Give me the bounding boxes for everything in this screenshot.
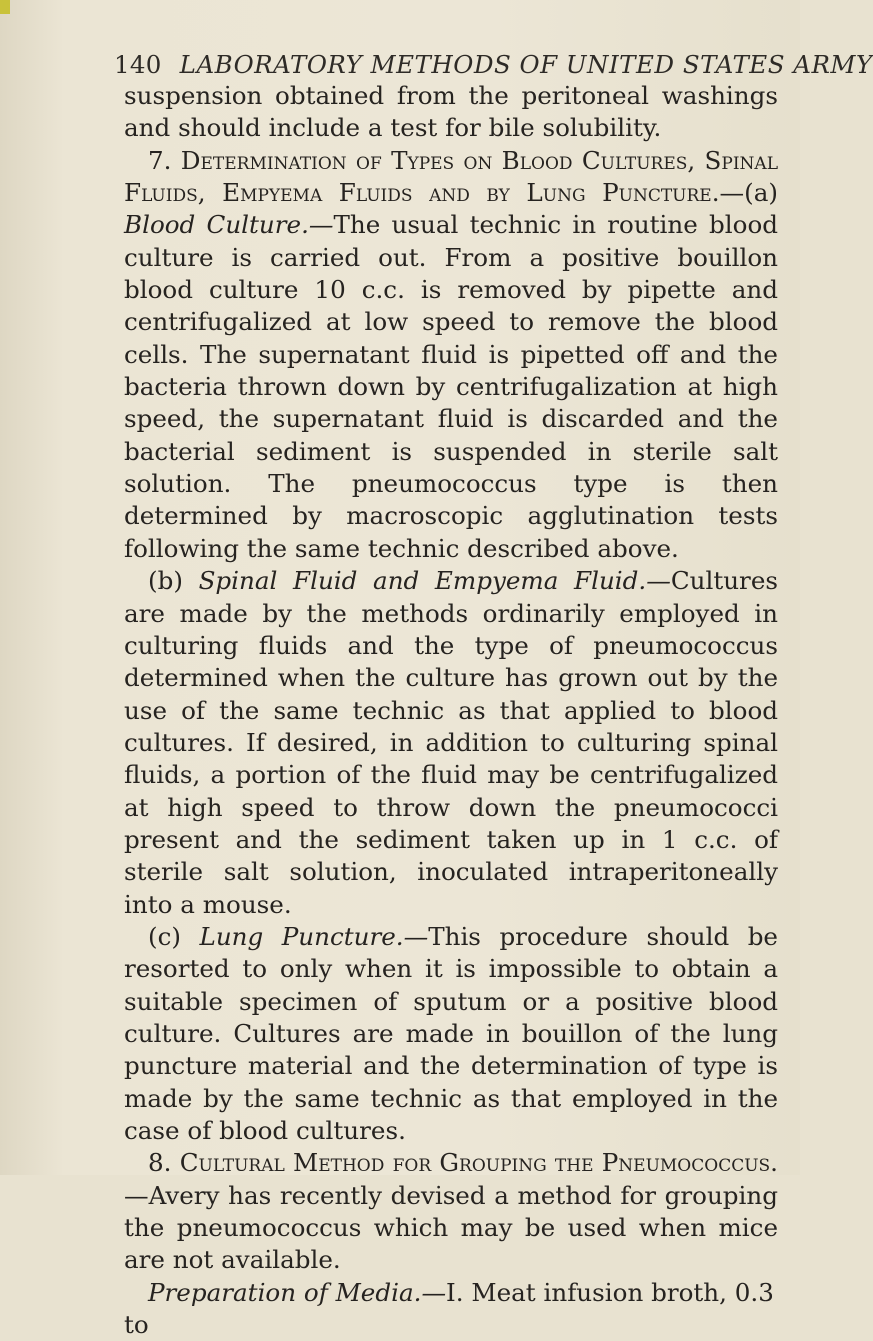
paragraph-text: The usual technic in routine blood culture is carried out. From a positive bouillon blood culture 10 c.c. is removed by pipette and centrifugalized at low speed to remove the blood cells. The supernatant fluid is pipetted off and the bacteria thrown down by centrifugalization at high speed, the supernatant fluid is discarded and the bacterial sediment is suspended in sterile salt solution. The pneumococcus type is then determined by macroscopic agglutination tests following the same technic described above. [124,210,778,563]
paragraph-section-8 [124,1147,778,1276]
paragraph-text: I. Meat infusion broth, 0.3 to [124,1277,774,1340]
paragraph-text: Avery has recently devised a method for grouping the pneumococcus which may be used when mice are not available. [124,1180,778,1275]
section-heading: Determination of Types on Blood Cultures, Spinal Fluids, Empyema Fluids and by Lung Puncture.— [124,145,778,208]
section-number: 8. [148,1148,172,1178]
subsection-label: (c) [148,921,181,951]
paragraph-preparation [124,1277,778,1341]
paragraph-subsection-c [124,921,778,1147]
paragraph-text: Cultures are made by the methods ordinarily employed in culturing fluids and the type of pneumococcus determined when the culture has grown out by the use of the same technic as that applied to blood cultures. If desired, in addition to culturing spinal fluids, a portion of the fluid may be centrifugalized at high speed to throw down the pneumococci present and the sediment taken up in 1 c.c. of sterile salt solution, inoculated intraperitoneally into a mouse. [124,566,778,919]
paragraph-section-7 [124,145,778,565]
subsection-label: (b) [148,566,183,596]
paragraph-continuation [124,80,778,145]
subsection-title: Spinal Fluid and Empyema Fluid.— [198,566,671,596]
subsection-label: (a) [744,178,778,208]
page-number: 140 [114,50,162,79]
paragraph-text: This procedure should be resorted to only when it is impossible to obtain a suitable specimen of sputum or a positive blood culture. Cultures are made in bouillon of the lung puncture material and the determination of type is made by the same technic as that employed in the case of blood cultures. [124,921,778,1145]
section-heading: Cultural Method for Grouping the Pneumococcus.— [124,1148,778,1210]
paragraph-text: suspension obtained from the peritoneal washings and should include a test for bile solubility. [124,81,778,143]
scan-corner-mark [0,0,10,14]
subsection-title: Preparation of Media.— [148,1277,447,1307]
subsection-title: Blood Culture.— [124,210,334,240]
running-header [114,50,873,79]
body-text [124,80,778,1341]
section-number: 7. [148,145,172,175]
subsection-title: Lung Puncture.— [199,921,429,951]
running-title: LABORATORY METHODS OF UNITED STATES ARMY [179,50,873,79]
paragraph-subsection-b [124,565,778,921]
